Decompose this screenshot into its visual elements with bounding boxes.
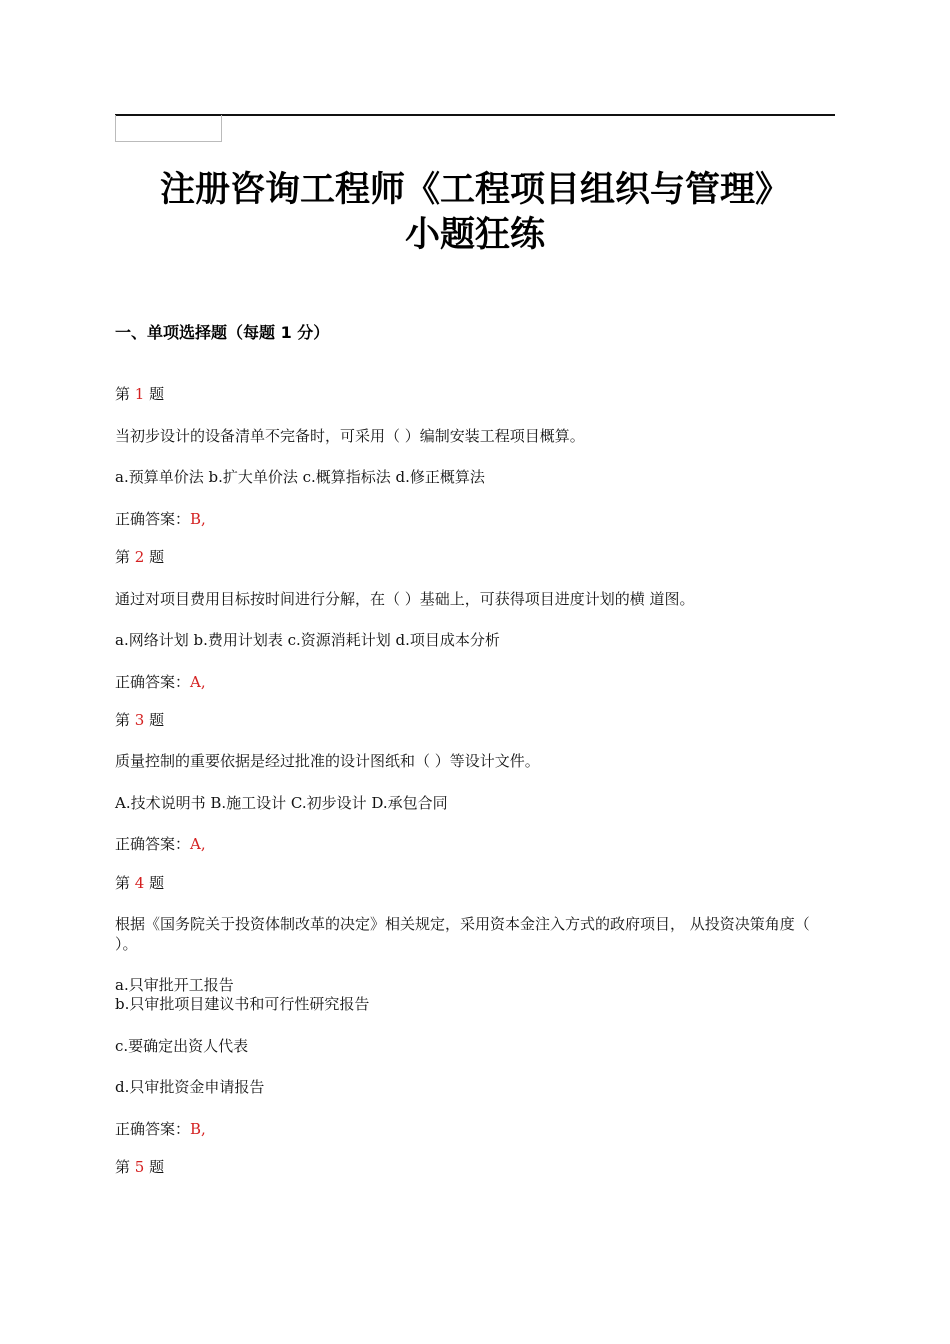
question-prefix: 第 <box>115 1158 131 1176</box>
document-title <box>110 168 840 258</box>
question-suffix: 题 <box>149 874 165 892</box>
answer-label: 正确答案： <box>115 835 191 853</box>
title-line-2: 小题狂练 <box>404 215 545 255</box>
question-header <box>115 384 164 404</box>
answer-line <box>115 834 206 854</box>
question-option: b.只审批项目建议书和可行性研究报告 <box>115 995 370 1013</box>
question-stem: 质量控制的重要依据是经过批准的设计图纸和（ ）等设计文件。 <box>115 752 540 770</box>
answer-value: B, <box>190 510 206 528</box>
question-number: 4 <box>134 874 145 892</box>
answer-line <box>115 1119 206 1139</box>
question-suffix: 题 <box>149 385 165 403</box>
question-number: 1 <box>134 385 145 403</box>
question-prefix: 第 <box>115 548 131 566</box>
question-stem: 根据《国务院关于投资体制改革的决定》相关规定，采用资本金注入方式的政府项目， 从投资决策角度（ ）。 <box>115 915 810 953</box>
question-options: A.技术说明书 B.施工设计 C.初步设计 D.承包合同 <box>115 794 448 812</box>
answer-value: A, <box>190 673 206 691</box>
question-prefix: 第 <box>115 711 131 729</box>
section-heading: 一、单项选择题（每题 1 分） <box>115 323 330 342</box>
question-header <box>115 1157 164 1177</box>
question-options: a.网络计划 b.费用计划表 c.资源消耗计划 d.项目成本分析 <box>115 631 500 649</box>
question-options: a.预算单价法 b.扩大单价法 c.概算指标法 d.修正概算法 <box>115 468 485 486</box>
answer-value: B, <box>190 1120 206 1138</box>
question-header <box>115 873 164 893</box>
question-option: a.只审批开工报告 <box>115 976 234 994</box>
question-stem: 当初步设计的设备清单不完备时，可采用（ ）编制安装工程项目概算。 <box>115 427 585 445</box>
question-suffix: 题 <box>149 1158 165 1176</box>
title-line-1: 注册咨询工程师《工程项目组织与管理》 <box>159 170 790 210</box>
answer-label: 正确答案： <box>115 673 191 691</box>
question-suffix: 题 <box>149 711 165 729</box>
header-rule <box>115 114 835 116</box>
question-option: d.只审批资金申请报告 <box>115 1078 265 1096</box>
question-stem: 通过对项目费用目标按时间进行分解，在（ ）基础上，可获得项目进度计划的横 道图。 <box>115 590 695 608</box>
question-number: 2 <box>134 548 145 566</box>
question-header <box>115 547 164 567</box>
answer-line <box>115 509 206 529</box>
question-option: c.要确定出资人代表 <box>115 1037 249 1055</box>
answer-value: A, <box>190 835 206 853</box>
answer-line <box>115 672 206 692</box>
question-suffix: 题 <box>149 548 165 566</box>
question-prefix: 第 <box>115 385 131 403</box>
question-prefix: 第 <box>115 874 131 892</box>
header-box <box>115 115 222 142</box>
question-number: 5 <box>134 1158 145 1176</box>
answer-label: 正确答案： <box>115 510 191 528</box>
answer-label: 正确答案： <box>115 1120 191 1138</box>
question-header <box>115 710 164 730</box>
question-number: 3 <box>134 711 145 729</box>
